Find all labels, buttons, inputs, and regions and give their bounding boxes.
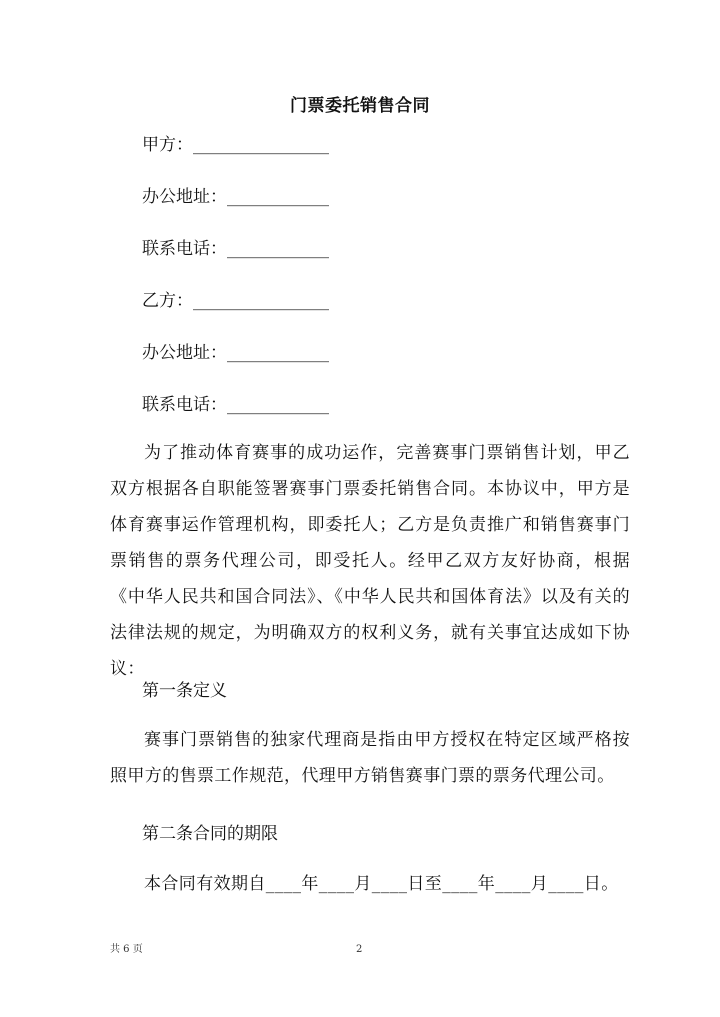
footer-total-pages: 共 6 页 bbox=[110, 944, 143, 955]
party-a-address-field: 办公地址：____________ bbox=[142, 187, 329, 207]
party-b-address-field: 办公地址：____________ bbox=[142, 343, 329, 363]
party-b-phone-field: 联系电话：____________ bbox=[142, 395, 329, 415]
footer-page-number: 2 bbox=[356, 944, 363, 955]
article-1-text: 赛事门票销售的独家代理商是指由甲方授权在特定区域严格按照甲方的售票工作规范，代理甲方销售赛事门票的票务代理公司。 bbox=[110, 730, 630, 786]
intro-paragraph: 为了推动体育赛事的成功运作，完善赛事门票销售计划，甲乙双方根据各自职能签署赛事门票委托销售合同。本协议中，甲方是体育赛事运作管理机构，即委托人；乙方是负责推广和销售赛事门票销售的票务代理公司，即受托人。经甲乙双方友好协商，根据《中华人民共和国合同法》、《中华人民共和国体育法》以及有关的法律法规的规定，为明确双方的权利义务，就有关事宜达成如下协议： bbox=[110, 443, 630, 679]
party-a-field: 甲方：________________ bbox=[142, 135, 329, 155]
party-a-phone-field: 联系电话：____________ bbox=[142, 239, 329, 259]
article-1-heading: 第一条定义 bbox=[142, 681, 227, 701]
document-title: 门票委托销售合同 bbox=[290, 96, 430, 116]
party-b-field: 乙方：________________ bbox=[142, 291, 329, 311]
article-2-text: 本合同有效期自____年____月____日至____年____月____日。 bbox=[144, 874, 619, 894]
article-2-heading: 第二条合同的期限 bbox=[142, 824, 278, 844]
